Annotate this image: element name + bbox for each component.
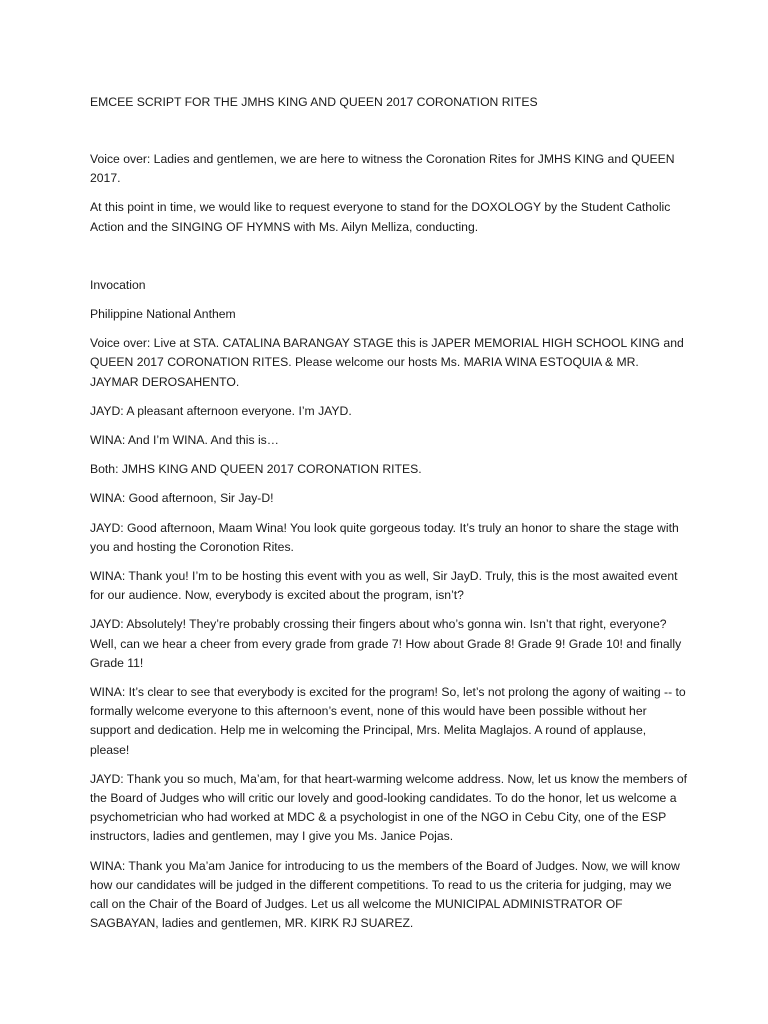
paragraph: At this point in time, we would like to request everyone to stand for the DOXOLOGY by the Student Catholic Action and the SINGING OF HYMNS with Ms. Ailyn Melliza, conducting. — [90, 200, 671, 234]
paragraph: JAYD: Thank you so much, Ma’am, for that heart-warming welcome address. Now, let us know the members of the Board of Judges who will critic our lovely and good-looking candidates. To do the honor, let us welcome a psychometrician who had worked at MDC & a psychologist in one of the NGO in Cebu City, one of the ESP instructors, ladies and gentlemen, may I give you Ms. Janice Pojas. — [90, 771, 687, 844]
paragraph: Voice over: Ladies and gentlemen, we are here to witness the Coronation Rites for JMHS KING and QUEEN 2017. — [90, 152, 675, 186]
paragraph: Invocation — [90, 277, 146, 292]
paragraph: JAYD: Absolutely! They’re probably crossing their fingers about who’s gonna win. Isn’t that right, everyone? Well, can we hear a cheer from every grade from grade 7! How about Grade 8! Grade 9! Grade 10! and finally Grade 11! — [90, 617, 682, 670]
paragraph: WINA: It’s clear to see that everybody is excited for the program! So, let’s not prolong the agony of waiting -- to formally welcome everyone to this afternoon’s event, none of this would have been possible without her support and dedication. Help me in welcoming the Principal, Mrs. Melita Maglajos. A round of applause, please! — [90, 685, 686, 757]
document-title: EMCEE SCRIPT FOR THE JMHS KING AND QUEEN 2017 CORONATION RITES — [90, 95, 538, 109]
paragraph: JAYD: Good afternoon, Maam Wina! You look quite gorgeous today. It’s truly an honor to share the stage with you and hosting the Coronotion Rites. — [90, 520, 679, 554]
paragraph: WINA: Thank you Ma’am Janice for introducing to us the members of the Board of Judges. Now, we will know how our candidates will be judged in the different competitions. To read to us the criteria for judging, may we call on the Chair of the Board of Judges. Let us all welcome the MUNICIPAL ADMINISTRATOR OF SAGBAYAN, ladies and gentlemen, MR. KIRK RJ SUAREZ. — [90, 858, 680, 931]
paragraph: WINA: Thank you! I’m to be hosting this event with you as well, Sir JayD. Truly, this is the most awaited event for our audience. Now, everybody is excited about the program, isn’t? — [90, 569, 678, 603]
paragraph: Philippine National Anthem — [90, 307, 236, 322]
paragraph: WINA: Good afternoon, Sir Jay-D! — [90, 491, 274, 506]
paragraph: Both: JMHS KING AND QUEEN 2017 CORONATION RITES. — [90, 462, 422, 477]
paragraph: WINA: And I’m WINA. And this is… — [90, 433, 279, 448]
paragraph: JAYD: A pleasant afternoon everyone. I’m JAYD. — [90, 403, 352, 418]
paragraph-gap — [90, 247, 688, 276]
paragraph: Voice over: Live at STA. CATALINA BARANGAY STAGE this is JAPER MEMORIAL HIGH SCHOOL KING and QUEEN 2017 CORONATION RITES. Please welcome our hosts Ms. MARIA WINA ESTOQUIA & MR. JAYMAR DEROSAHENTO. — [90, 336, 684, 389]
